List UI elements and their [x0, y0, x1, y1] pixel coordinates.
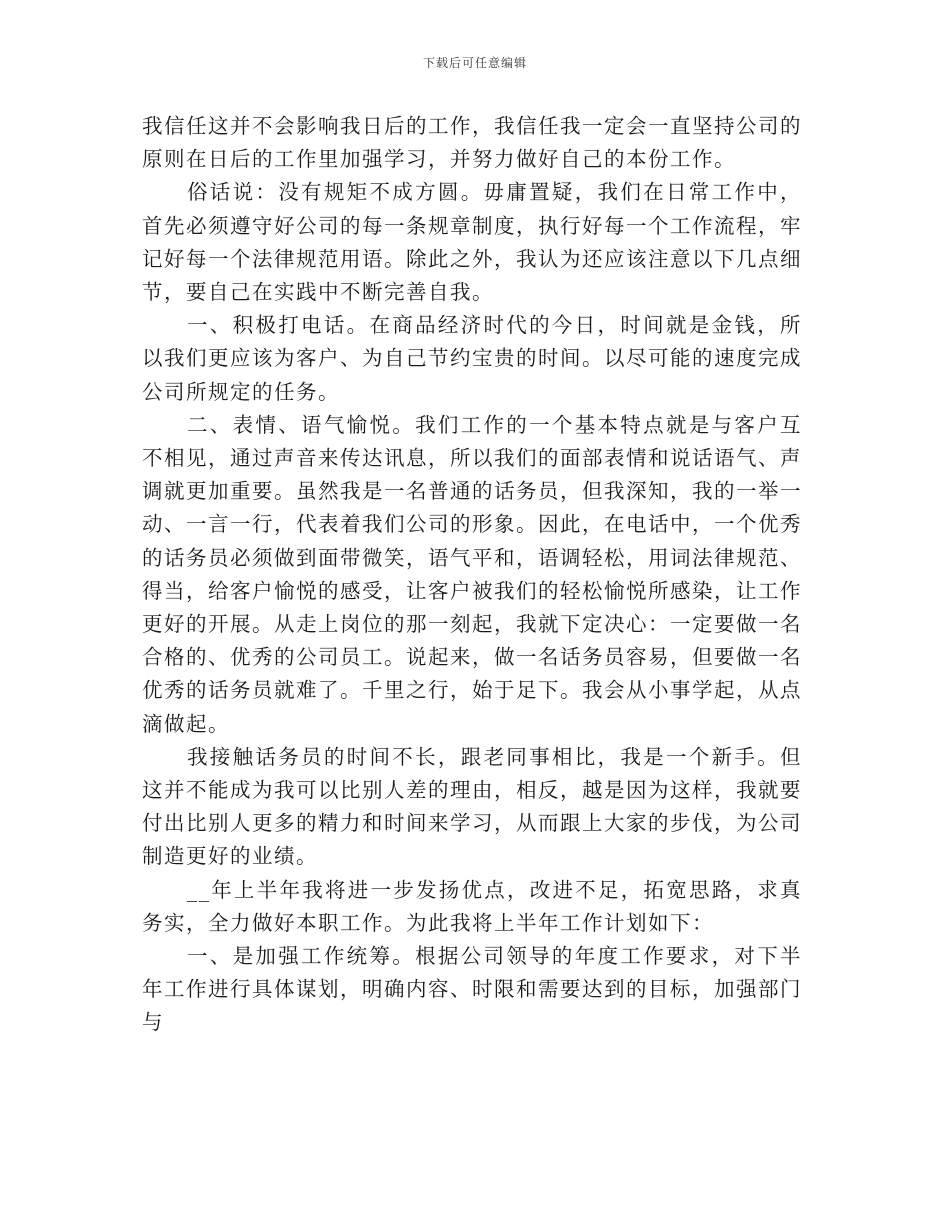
paragraph-3: 一、积极打电话。在商品经济时代的今日，时间就是金钱，所以我们更应该为客户、为自己节约宝贵的时间。以尽可能的速度完成公司所规定的任务。: [142, 313, 802, 404]
paragraph-6: __年上半年我将进一步发扬优点，改进不足，拓宽思路，求真务实，全力做好本职工作。为此我将上半年工作计划如下：: [142, 877, 802, 935]
paragraph-1: 我信任这并不会影响我日后的工作，我信任我一定会一直坚持公司的原则在日后的工作里加强学习，并努力做好自己的本份工作。: [142, 114, 802, 172]
paragraph-7: 一、是加强工作统筹。根据公司领导的年度工作要求，对下半年工作进行具体谋划，明确内容、时限和需要达到的目标，加强部门与: [142, 944, 802, 1035]
paragraph-5: 我接触话务员的时间不长，跟老同事相比，我是一个新手。但这并不能成为我可以比别人差的理由，相反，越是因为这样，我就要付出比别人更多的精力和时间来学习，从而跟上大家的步伐，为公司制造更好的业绩。: [142, 744, 802, 869]
document-body: [142, 110, 802, 1040]
paragraph-2: 俗话说：没有规矩不成方圆。毋庸置疑，我们在日常工作中，首先必须遵守好公司的每一条规章制度，执行好每一个工作流程，牢记好每一个法律规范用语。除此之外，我认为还应该注意以下几点细节，要自己在实践中不断完善自我。: [142, 180, 802, 305]
paragraph-4: 二、表情、语气愉悦。我们工作的一个基本特点就是与客户互不相见，通过声音来传达讯息，所以我们的面部表情和说话语气、声调就更加重要。虽然我是一名普通的话务员，但我深知，我的一举一动、一言一行，代表着我们公司的形象。因此，在电话中，一个优秀的话务员必须做到面带微笑，语气平和，语调轻松，用词法律规范、得当，给客户愉悦的感受，让客户被我们的轻松愉悦所感染，让工作更好的开展。从走上岗位的那一刻起，我就下定决心：一定要做一名合格的、优秀的公司员工。说起来，做一名话务员容易，但要做一名优秀的话务员就难了。千里之行，始于足下。我会从小事学起，从点滴做起。: [142, 412, 802, 736]
page-header-note: 下载后可任意编辑: [422, 56, 527, 70]
